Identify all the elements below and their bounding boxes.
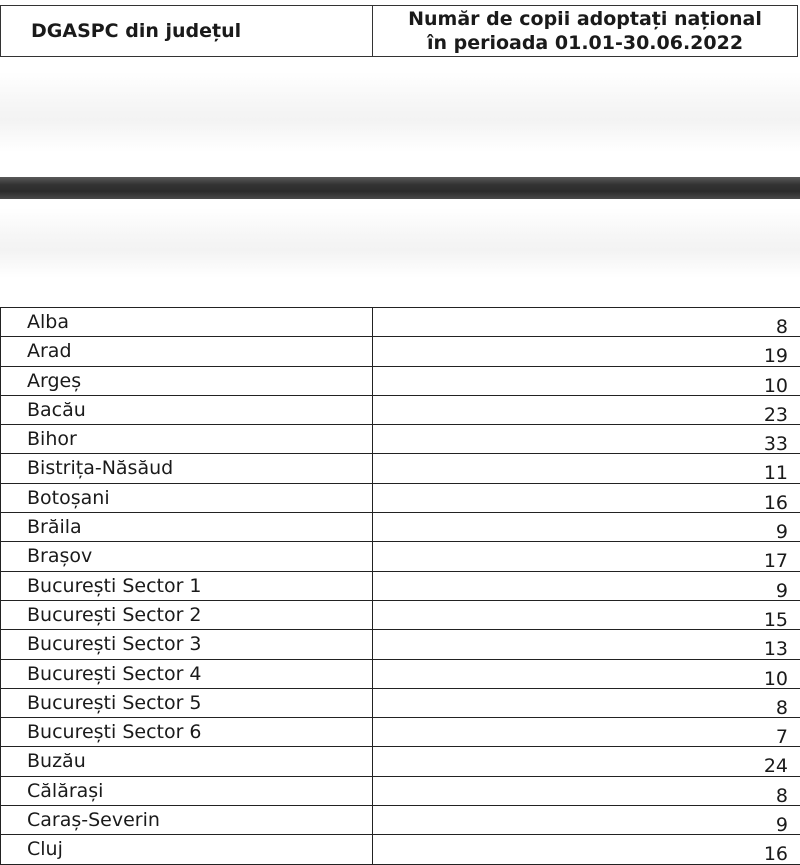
scan-shadow-band bbox=[0, 72, 800, 152]
county-cell: București Sector 2 bbox=[1, 601, 373, 629]
table-row bbox=[1, 835, 800, 864]
header-table bbox=[0, 5, 798, 57]
county-column-header-label: DGASPC din județul bbox=[31, 20, 242, 42]
count-cell: 24 bbox=[763, 755, 788, 778]
county-cell: Cluj bbox=[1, 835, 373, 863]
county-cell: Argeș bbox=[1, 367, 373, 395]
county-cell: București Sector 1 bbox=[1, 572, 373, 600]
county-cell: București Sector 3 bbox=[1, 630, 373, 658]
table-row bbox=[1, 572, 800, 601]
count-cell: 19 bbox=[763, 345, 788, 368]
county-cell: Brăila bbox=[1, 513, 373, 541]
county-cell: Călărași bbox=[1, 777, 373, 805]
count-cell: 9 bbox=[775, 579, 788, 602]
count-cell: 8 bbox=[775, 696, 788, 719]
county-cell: Alba bbox=[1, 308, 373, 336]
scan-shadow-band bbox=[0, 208, 800, 278]
count-cell: 11 bbox=[763, 462, 788, 485]
table-row bbox=[1, 308, 800, 337]
table-row bbox=[1, 601, 800, 630]
table-row bbox=[1, 337, 800, 366]
county-cell: Arad bbox=[1, 337, 373, 365]
table-row bbox=[1, 454, 800, 483]
table-row bbox=[1, 718, 800, 747]
county-cell: Caraș-Severin bbox=[1, 806, 373, 834]
table-row bbox=[1, 660, 800, 689]
count-cell: 33 bbox=[763, 433, 788, 456]
count-cell: 15 bbox=[763, 608, 788, 631]
county-column-header bbox=[1, 6, 373, 56]
count-cell: 9 bbox=[775, 814, 788, 837]
table-row bbox=[1, 367, 800, 396]
scan-dark-bar bbox=[0, 177, 800, 199]
count-cell: 17 bbox=[763, 550, 788, 573]
table-row bbox=[1, 425, 800, 454]
table-row bbox=[1, 396, 800, 425]
count-cell: 10 bbox=[763, 667, 788, 690]
count-cell: 9 bbox=[775, 521, 788, 544]
county-cell: Brașov bbox=[1, 542, 373, 570]
county-cell: București Sector 4 bbox=[1, 660, 373, 688]
table-row bbox=[1, 513, 800, 542]
table-row bbox=[1, 777, 800, 806]
county-cell: Bihor bbox=[1, 425, 373, 453]
table-row bbox=[1, 747, 800, 776]
count-cell: 7 bbox=[775, 726, 788, 749]
table-row bbox=[1, 689, 800, 718]
count-cell: 10 bbox=[763, 374, 788, 397]
count-cell: 8 bbox=[775, 784, 788, 807]
county-cell: Bacău bbox=[1, 396, 373, 424]
adoptions-column-header bbox=[373, 6, 797, 56]
county-cell: București Sector 5 bbox=[1, 689, 373, 717]
count-cell: 13 bbox=[763, 638, 788, 661]
count-cell: 23 bbox=[763, 403, 788, 426]
county-cell: Botoșani bbox=[1, 484, 373, 512]
table-row bbox=[1, 630, 800, 659]
count-cell: 16 bbox=[763, 843, 788, 865]
table-row bbox=[1, 484, 800, 513]
table-row bbox=[1, 542, 800, 571]
county-cell: Buzău bbox=[1, 747, 373, 775]
table-row bbox=[1, 806, 800, 835]
county-cell: Bistrița-Năsăud bbox=[1, 454, 373, 482]
count-cell: 16 bbox=[763, 491, 788, 514]
adoptions-column-header-line1: Număr de copii adoptați național bbox=[408, 8, 762, 30]
county-cell: București Sector 6 bbox=[1, 718, 373, 746]
count-cell: 8 bbox=[775, 316, 788, 338]
adoptions-table bbox=[0, 307, 800, 865]
adoptions-column-header-line2: în perioada 01.01-30.06.2022 bbox=[426, 32, 744, 54]
